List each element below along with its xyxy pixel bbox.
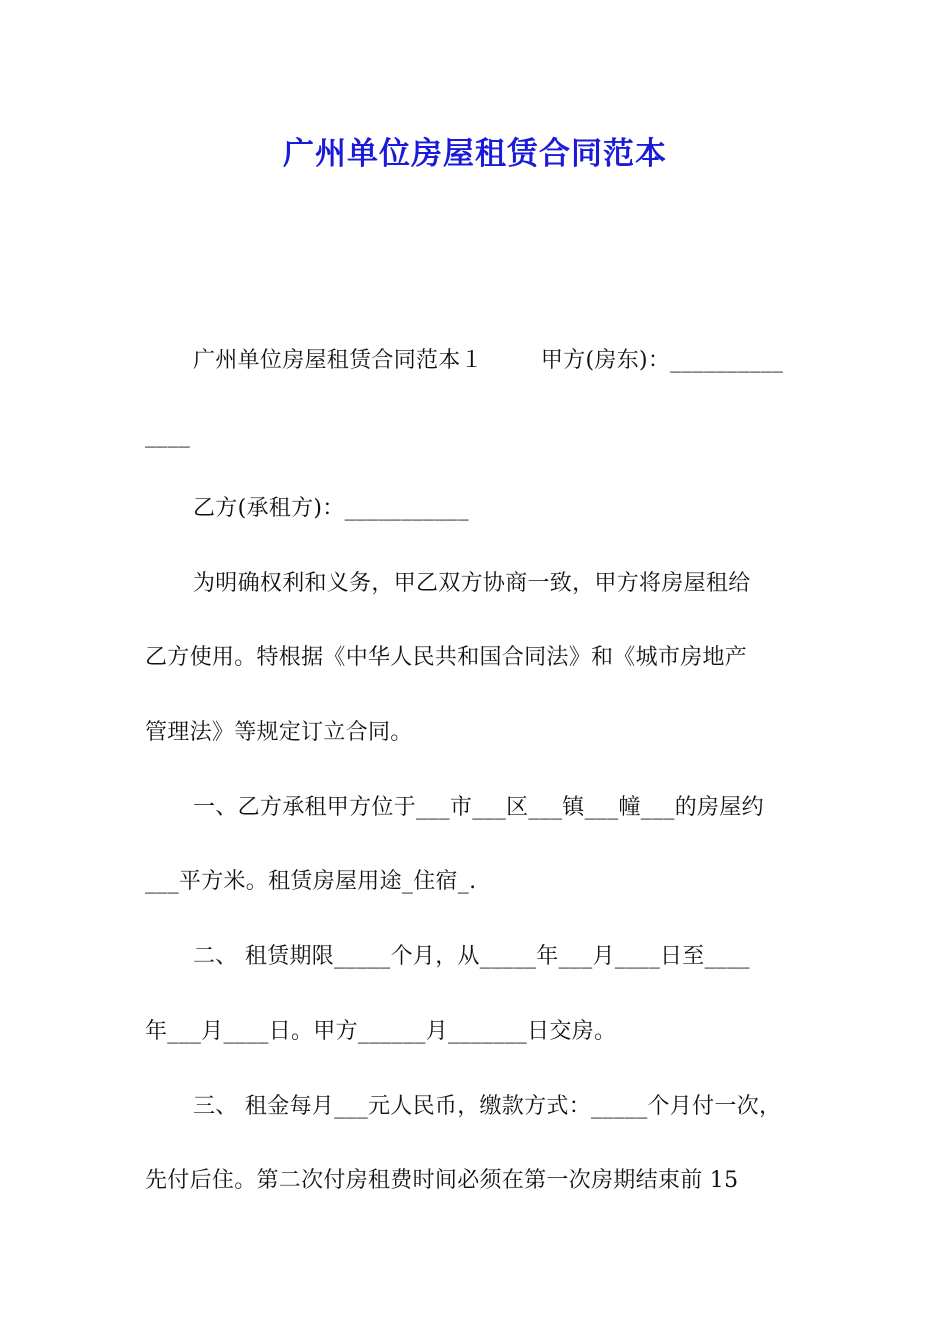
clause-1-line: 一、乙方承租甲方位于___市___区___镇___幢___的房屋约: [193, 795, 764, 820]
clause-1-line: ___平方米。租赁房屋用途_住宿_.: [145, 869, 477, 894]
party-b-field: 乙方(承租方)：___________: [193, 496, 469, 521]
paragraph-line: 乙方使用。特根据《中华人民共和国合同法》和《城市房地产: [145, 645, 748, 670]
paragraph-line: 为明确权利和义务，甲乙双方协商一致，甲方将房屋租给: [193, 571, 751, 596]
document-title: 广州单位房屋租赁合同范本: [283, 136, 667, 172]
clause-3-line: 三、 租金每月___元人民币，缴款方式：_____个月付一次，: [193, 1094, 782, 1119]
paragraph-line-1: [193, 346, 783, 376]
clause-3-line: 先付后住。第二次付房租费时间必须在第一次房期结束前 15: [145, 1168, 739, 1193]
paragraph-line: 管理法》等规定订立合同。: [145, 720, 413, 745]
clause-2-line: 二、 租赁期限_____个月，从_____年___月____日至____: [193, 944, 750, 969]
party-a-field-continuation: ____: [145, 423, 191, 448]
clause-2-line: 年___月____日。甲方______月_______日交房。: [145, 1019, 617, 1044]
sample-heading: 广州单位房屋租赁合同范本１: [193, 348, 483, 373]
party-a-field: 甲方(房东)：__________: [540, 348, 784, 373]
